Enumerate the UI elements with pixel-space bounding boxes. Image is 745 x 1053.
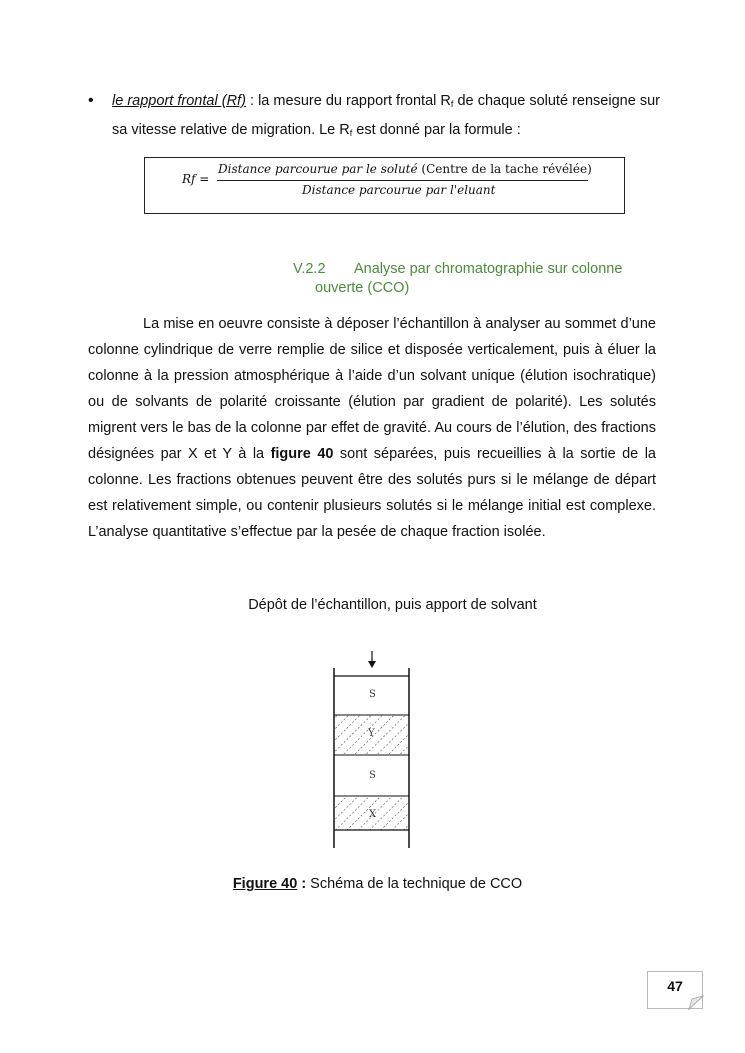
subscript-f-1: f	[450, 99, 454, 109]
formula-numerator-plain: (Centre de la tache révélée)	[417, 162, 592, 176]
body-paragraph-part2: sont séparées, puis recueillies à la sortie de la colonne. Les fractions obtenues peuvent être des solutés purs si le mélange de départ est relativement simple, ou contenir plusieurs solutés si le mélange initial est complexe. L’analyse quantitative s’effectue par la pesée de chaque fraction isolée.	[88, 446, 657, 540]
figure-top-caption: Dépôt de l’échantillon, puis apport de solvant	[248, 597, 537, 613]
formula-numerator-italic: Distance parcourue par le soluté	[218, 162, 418, 176]
figure-caption-colon: :	[297, 876, 307, 892]
page-number: 47	[667, 978, 683, 994]
bullet-text-1: : la mesure du rapport frontal R	[245, 93, 451, 109]
bullet-text-3: est donné par la formule :	[352, 122, 521, 138]
formula-lhs: Rf =	[182, 172, 210, 186]
down-arrow-icon	[368, 651, 376, 668]
label-x: X	[369, 809, 377, 820]
label-s-middle: S	[369, 770, 376, 781]
section-number: V.2.2	[293, 261, 326, 277]
section-title-line1: Analyse par chromatographie sur colonne	[354, 261, 623, 277]
bullet-marker: •	[88, 92, 94, 109]
bullet-term: le rapport frontal (Rf)	[112, 93, 246, 109]
label-y: Y	[368, 728, 375, 739]
body-paragraph-part1: La mise en oeuvre consiste à déposer l’échantillon à analyser au sommet d’une colonne cylindrique de verre remplie de silice et disposée verticalement, puis à éluer la colonne à la pression atmosphérique à l’aide d’un solvant unique (élution isochratique) ou de solvants de polarité croissante (élution par gradient de polarité). Les solutés migrent vers le bas de la colonne par effet de gravité. Au cours de l’élution, des fractions désignées par X et Y à la	[88, 316, 656, 462]
figure-caption	[0, 876, 745, 892]
label-s-top: S	[369, 689, 376, 700]
page-corner-fold-icon	[688, 995, 704, 1010]
formula-denominator: Distance parcourue par l'eluant	[302, 183, 496, 197]
subscript-f-2: f	[349, 128, 353, 138]
section-title-line2: ouverte (CCO)	[315, 280, 410, 296]
figure-caption-label: Figure 40	[232, 876, 298, 892]
figure-reference: figure 40	[270, 446, 334, 462]
bullet-text-2: de chaque soluté renseigne sur sa vitesse relative de migration. Le R	[112, 93, 660, 138]
figure-caption-text: Schéma de la technique de CCO	[306, 876, 523, 892]
